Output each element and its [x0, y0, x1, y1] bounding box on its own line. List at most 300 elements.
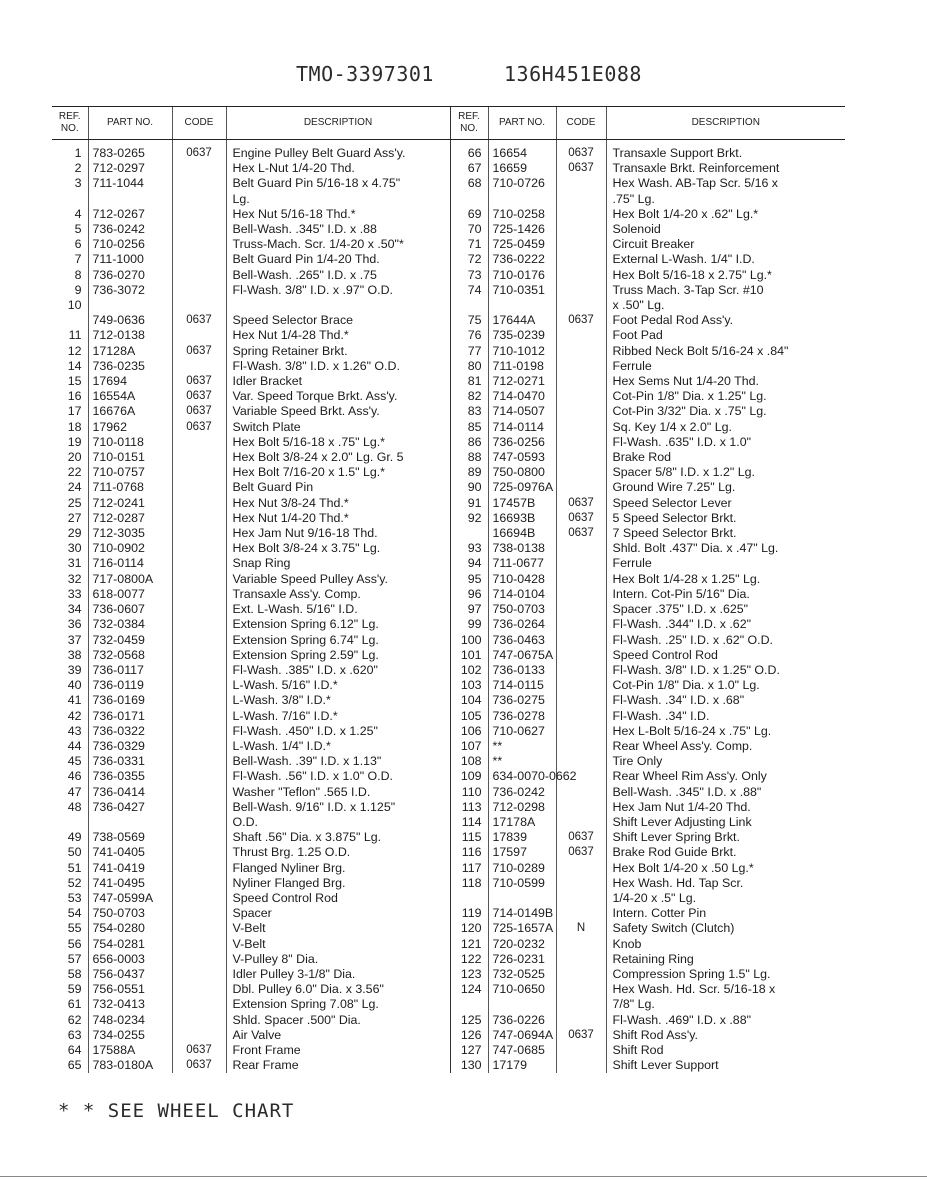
part-description-left: Belt Guard Pin 1/4-20 Thd. [226, 252, 450, 267]
part-description-right: Hex Wash. Hd. Scr. 5/16-18 x [606, 982, 845, 997]
part-number-left: 712-0287 [88, 511, 172, 526]
part-number-right: 747-0694A [488, 1028, 556, 1043]
part-description-right: Rear Wheel Ass'y. Comp. [606, 739, 845, 754]
table-row [52, 845, 845, 860]
part-number-left: 712-3035 [88, 526, 172, 541]
part-code-left [172, 1028, 226, 1043]
part-code-right [556, 283, 606, 298]
part-code-left [172, 450, 226, 465]
part-description-right: Shift Rod Ass'y. [606, 1028, 845, 1043]
table-row [52, 876, 845, 891]
part-description-left: Hex Bolt 3/8-24 x 2.0" Lg. Gr. 5 [226, 450, 450, 465]
ref-number-left: 27 [67, 510, 82, 525]
table-row [52, 921, 845, 936]
part-description-right: Fl-Wash. .25" I.D. x .62" O.D. [606, 633, 845, 648]
part-description-right: Fl-Wash. .635" I.D. x 1.0" [606, 435, 845, 450]
part-code-right [556, 268, 606, 283]
ref-number-left: 17 [67, 404, 82, 419]
part-code-right [556, 222, 606, 237]
ref-number-left: 63 [67, 1027, 82, 1042]
part-description-left [226, 298, 450, 313]
part-number-left: 710-0902 [88, 541, 172, 556]
table-row [52, 298, 845, 313]
ref-number-right: 70 [450, 222, 488, 237]
ref-number-right: 115 [450, 830, 488, 845]
part-number-left: 736-0322 [88, 724, 172, 739]
ref-number-left: 11 [68, 328, 82, 343]
table-row [52, 952, 845, 967]
part-description-right: Ferrule [606, 359, 845, 374]
part-number-right: 736-0278 [488, 709, 556, 724]
part-description-right: Hex Bolt 1/4-28 x 1.25" Lg. [606, 572, 845, 587]
part-description-left: Idler Bracket [226, 374, 450, 389]
ref-number-right: 105 [450, 709, 488, 724]
table-row [52, 861, 845, 876]
part-description-left: Speed Control Rod [226, 891, 450, 906]
ref-number-left: 46 [67, 769, 82, 784]
part-number-left [88, 298, 172, 313]
part-code-left: 0637 [172, 420, 226, 435]
part-description-left: Bell-Wash. .345" I.D. x .88 [226, 222, 450, 237]
ref-number-right: 69 [450, 207, 488, 222]
part-description-left: Lg. [226, 192, 450, 207]
part-description-left: Hex Jam Nut 9/16-18 Thd. [226, 526, 450, 541]
part-code-right [556, 785, 606, 800]
table-row [52, 1058, 845, 1073]
ref-number-left [52, 313, 88, 328]
table-row [52, 769, 845, 784]
table-row [52, 328, 845, 343]
table-row [52, 435, 845, 450]
part-code-left [172, 921, 226, 936]
part-description-right: Foot Pedal Rod Ass'y. [606, 313, 845, 328]
ref-no-header: REF. NO. [52, 107, 88, 140]
table-row [52, 739, 845, 754]
part-number-right: 732-0525 [488, 967, 556, 982]
part-code-right [556, 374, 606, 389]
table-row [52, 161, 845, 176]
table-row [52, 511, 845, 526]
ref-number-right: 99 [450, 617, 488, 632]
part-description-right: Foot Pad [606, 328, 845, 343]
part-code-right [556, 967, 606, 982]
ref-number-left: 25 [67, 495, 82, 510]
part-number-right: 735-0239 [488, 328, 556, 343]
table-row [52, 891, 845, 906]
ref-number-right: 77 [450, 344, 488, 359]
part-description-right: 7 Speed Selector Brkt. [606, 526, 845, 541]
part-number-right: 712-0298 [488, 800, 556, 815]
table-row [52, 359, 845, 374]
part-code-left [172, 906, 226, 921]
table-row [52, 556, 845, 571]
part-code-left [172, 937, 226, 952]
part-code-left: 0637 [172, 313, 226, 328]
part-description-left: Hex Nut 3/8-24 Thd.* [226, 496, 450, 511]
ref-number-right: 121 [450, 937, 488, 952]
part-description-left: Spring Retainer Brkt. [226, 344, 450, 359]
part-number-left: 710-0151 [88, 450, 172, 465]
ref-number-right: 72 [450, 252, 488, 267]
part-code-left [172, 830, 226, 845]
part-description-right: Intern. Cotter Pin [606, 906, 845, 921]
part-code-left [172, 283, 226, 298]
part-number-left: 710-0256 [88, 237, 172, 252]
ref-number-left: 42 [67, 708, 82, 723]
part-code-right [556, 1043, 606, 1058]
part-code-right [556, 633, 606, 648]
part-number-right: 726-0231 [488, 952, 556, 967]
part-code-left: 0637 [172, 404, 226, 419]
part-number-right: 710-0176 [488, 268, 556, 283]
part-code-left [172, 328, 226, 343]
ref-number-left: 20 [67, 450, 82, 465]
part-number-right: ** [488, 754, 556, 769]
part-description-left: O.D. [226, 815, 450, 830]
part-code-left: 0637 [172, 389, 226, 404]
part-number-left: 717-0800A [88, 572, 172, 587]
table-row [52, 648, 845, 663]
part-number-right: 714-0470 [488, 389, 556, 404]
ref-number-right: 97 [450, 602, 488, 617]
part-description-left: Fl-Wash. .385" I.D. x .620" [226, 663, 450, 678]
part-code-left [172, 511, 226, 526]
part-number-right: 16659 [488, 161, 556, 176]
table-row [52, 587, 845, 602]
ref-number-right: 95 [450, 572, 488, 587]
ref-number-left: 9 [74, 282, 82, 297]
part-description-left: L-Wash. 3/8" I.D.* [226, 693, 450, 708]
part-code-right [556, 192, 606, 207]
part-description-left: Hex Nut 1/4-28 Thd.* [226, 328, 450, 343]
part-description-right: Fl-Wash. .34" I.D. x .68" [606, 693, 845, 708]
part-code-right [556, 739, 606, 754]
part-code-left [172, 526, 226, 541]
part-number-right: 736-0463 [488, 633, 556, 648]
part-number-right: 17597 [488, 845, 556, 860]
part-code-left [172, 769, 226, 784]
table-row [52, 541, 845, 556]
ref-number-left: 59 [67, 982, 82, 997]
part-code-right: 0637 [556, 313, 606, 328]
part-code-left [172, 1013, 226, 1028]
code-header-right: CODE [556, 107, 606, 140]
ref-number-right: 127 [450, 1043, 488, 1058]
ref-number-left: 3 [74, 176, 82, 191]
part-number-right: 17178A [488, 815, 556, 830]
part-number-right: 714-0104 [488, 587, 556, 602]
ref-number-right: 94 [450, 556, 488, 571]
part-number-right: 710-0289 [488, 861, 556, 876]
part-number-right: 710-0650 [488, 982, 556, 997]
ref-number-left: 22 [67, 465, 82, 480]
table-row [52, 404, 845, 419]
table-row [52, 572, 845, 587]
part-code-right [556, 724, 606, 739]
ref-number-right: 130 [450, 1058, 488, 1073]
ref-number-right: 81 [450, 374, 488, 389]
part-description-left: Washer "Teflon" .565 I.D. [226, 785, 450, 800]
ref-number-left: 34 [67, 602, 82, 617]
part-number-right: 710-0351 [488, 283, 556, 298]
part-code-right [556, 541, 606, 556]
table-row [52, 344, 845, 359]
part-number-right: 710-0599 [488, 876, 556, 891]
table-row [52, 997, 845, 1012]
part-number-right: 714-0115 [488, 678, 556, 693]
part-number-right: 750-0703 [488, 602, 556, 617]
part-code-right [556, 1058, 606, 1073]
part-description-left: Engine Pulley Belt Guard Ass'y. [226, 140, 450, 162]
ref-number-left: 40 [67, 678, 82, 693]
table-row [52, 140, 845, 162]
part-code-right [556, 435, 606, 450]
ref-number-left: 47 [67, 784, 82, 799]
part-code-right [556, 252, 606, 267]
part-description-right: Spacer .375" I.D. x .625" [606, 602, 845, 617]
part-code-right [556, 237, 606, 252]
part-description-right: Retaining Ring [606, 952, 845, 967]
part-number-left: 712-0241 [88, 496, 172, 511]
table-row [52, 176, 845, 191]
part-number-left: 736-0331 [88, 754, 172, 769]
part-description-left: L-Wash. 1/4" I.D.* [226, 739, 450, 754]
code-header: CODE [172, 107, 226, 140]
table-row [52, 709, 845, 724]
part-code-left [172, 876, 226, 891]
part-number-right [488, 192, 556, 207]
part-code-left [172, 298, 226, 313]
part-code-right [556, 328, 606, 343]
part-number-right: 736-0242 [488, 785, 556, 800]
parts-list-table [52, 106, 845, 1073]
ref-number-left: 49 [67, 830, 82, 845]
part-number-left: 656-0003 [88, 952, 172, 967]
part-description-left: Fl-Wash. .56" I.D. x 1.0" O.D. [226, 769, 450, 784]
ref-number-left: 14 [67, 358, 82, 373]
part-description-right: Brake Rod [606, 450, 845, 465]
part-code-left: 0637 [172, 344, 226, 359]
part-number-left: 711-1000 [88, 252, 172, 267]
ref-number-right: 101 [450, 648, 488, 663]
part-number-left: 736-0427 [88, 800, 172, 815]
part-description-right: Bell-Wash. .345" I.D. x .88" [606, 785, 845, 800]
part-number-right: 16654 [488, 140, 556, 162]
part-number-left: 736-3072 [88, 283, 172, 298]
part-number-right: 725-0976A [488, 480, 556, 495]
part-code-right [556, 465, 606, 480]
part-code-right [556, 648, 606, 663]
ref-number-left: 19 [67, 434, 82, 449]
part-description-right: Cot-Pin 1/8" Dia. x 1.25" Lg. [606, 389, 845, 404]
part-code-left [172, 967, 226, 982]
part-number-left: 711-0768 [88, 480, 172, 495]
part-description-right: Hex Jam Nut 1/4-20 Thd. [606, 800, 845, 815]
part-number-right: 710-1012 [488, 344, 556, 359]
part-number-left: 16554A [88, 389, 172, 404]
part-number-right: 747-0593 [488, 450, 556, 465]
part-number-left: 741-0495 [88, 876, 172, 891]
ref-number-right: 80 [450, 359, 488, 374]
ref-number-left: 38 [67, 647, 82, 662]
part-description-left: Flanged Nyliner Brg. [226, 861, 450, 876]
ref-number-left: 54 [67, 906, 82, 921]
part-description-left: Dbl. Pulley 6.0" Dia. x 3.56" [226, 982, 450, 997]
table-row [52, 617, 845, 632]
ref-number-right: 108 [450, 754, 488, 769]
part-number-right: 720-0232 [488, 937, 556, 952]
part-description-right: 7/8" Lg. [606, 997, 845, 1012]
part-description-left: Belt Guard Pin [226, 480, 450, 495]
ref-number-left: 62 [67, 1012, 82, 1027]
ref-number-right: 100 [450, 633, 488, 648]
ref-number-right: 76 [450, 328, 488, 343]
part-number-left: 736-0242 [88, 222, 172, 237]
part-code-left [172, 861, 226, 876]
part-description-left: Ext. L-Wash. 5/16" I.D. [226, 602, 450, 617]
part-number-left [88, 192, 172, 207]
ref-number-right: 123 [450, 967, 488, 982]
ref-number-right: 68 [450, 176, 488, 191]
part-code-right [556, 678, 606, 693]
ref-number-left: 45 [67, 754, 82, 769]
ref-number-right: 86 [450, 435, 488, 450]
part-number-left: 17588A [88, 1043, 172, 1058]
part-number-left: 732-0568 [88, 648, 172, 663]
table-row [52, 602, 845, 617]
part-code-left [172, 496, 226, 511]
part-number-left: 750-0703 [88, 906, 172, 921]
part-code-left: 0637 [172, 140, 226, 162]
part-code-right [556, 891, 606, 906]
part-description-left: Idler Pulley 3-1/8" Dia. [226, 967, 450, 982]
ref-number-right: 73 [450, 268, 488, 283]
ref-number-right: 88 [450, 450, 488, 465]
part-number-left: 711-1044 [88, 176, 172, 191]
part-description-right: Transaxle Support Brkt. [606, 140, 845, 162]
ref-number-right: 96 [450, 587, 488, 602]
ref-number-left: 29 [67, 526, 82, 541]
part-number-right: 714-0149B [488, 906, 556, 921]
part-description-left: Transaxle Ass'y. Comp. [226, 587, 450, 602]
part-code-left [172, 754, 226, 769]
part-description-left: Front Frame [226, 1043, 450, 1058]
part-code-right: 0637 [556, 161, 606, 176]
table-row [52, 389, 845, 404]
part-description-right: Knob [606, 937, 845, 952]
part-code-right [556, 952, 606, 967]
part-code-left [172, 587, 226, 602]
part-description-right: Hex Bolt 5/16-18 x 2.75" Lg.* [606, 268, 845, 283]
part-description-left: Hex Bolt 7/16-20 x 1.5" Lg.* [226, 465, 450, 480]
ref-number-right: 75 [450, 313, 488, 328]
part-code-right: 0637 [556, 496, 606, 511]
part-description-right: Fl-Wash. .344" I.D. x .62" [606, 617, 845, 632]
part-number-left: 749-0636 [88, 313, 172, 328]
table-row [52, 800, 845, 815]
part-description-right: Shift Lever Spring Brkt. [606, 830, 845, 845]
part-description-left: V-Belt [226, 937, 450, 952]
ref-number-left: 39 [67, 662, 82, 677]
part-number-left: 736-0235 [88, 359, 172, 374]
wheel-chart-note: * * SEE WHEEL CHART [58, 1100, 295, 1122]
ref-number-left: 18 [67, 419, 82, 434]
ref-number-right: 104 [450, 693, 488, 708]
ref-number-left: 6 [74, 237, 82, 252]
ref-number-right [450, 891, 488, 906]
part-description-right: Cot-Pin 1/8" Dia. x 1.0" Lg. [606, 678, 845, 693]
table-row [52, 785, 845, 800]
part-code-left [172, 435, 226, 450]
part-description-right: Transaxle Brkt. Reinforcement [606, 161, 845, 176]
part-number-left: 17962 [88, 420, 172, 435]
part-number-left: 736-0171 [88, 709, 172, 724]
table-row [52, 982, 845, 997]
part-description-right: Tire Only [606, 754, 845, 769]
part-number-right: 736-0264 [488, 617, 556, 632]
table-row [52, 663, 845, 678]
ref-number-left: 24 [67, 480, 82, 495]
part-number-right: 710-0258 [488, 207, 556, 222]
part-number-left: 736-0270 [88, 268, 172, 283]
part-number-right: 725-1657A [488, 921, 556, 936]
part-code-left: 0637 [172, 1058, 226, 1073]
ref-number-right [450, 997, 488, 1012]
part-number-right: 710-0428 [488, 572, 556, 587]
ref-number-left: 51 [67, 860, 82, 875]
part-description-left: Fl-Wash. 3/8" I.D. x 1.26" O.D. [226, 359, 450, 374]
table-row [52, 693, 845, 708]
part-number-right: 725-0459 [488, 237, 556, 252]
part-code-right [556, 344, 606, 359]
part-number-right: 16694B [488, 526, 556, 541]
table-row [52, 192, 845, 207]
part-code-left [172, 693, 226, 708]
part-description-left: Snap Ring [226, 556, 450, 571]
part-description-left: Shld. Spacer .500" Dia. [226, 1013, 450, 1028]
part-number-right: 710-0726 [488, 176, 556, 191]
part-number-right: 17839 [488, 830, 556, 845]
model-number: TMO-3397301 [296, 62, 434, 86]
part-description-left: Switch Plate [226, 420, 450, 435]
part-code-left [172, 268, 226, 283]
description-header: DESCRIPTION [226, 107, 450, 140]
part-description-right: Shift Rod [606, 1043, 845, 1058]
part-code-left [172, 815, 226, 830]
ref-number-right: 125 [450, 1013, 488, 1028]
table-row [52, 268, 845, 283]
table-row [52, 754, 845, 769]
part-number-left [88, 815, 172, 830]
part-code-right: 0637 [556, 140, 606, 162]
part-number-left: 736-0355 [88, 769, 172, 784]
table-row [52, 633, 845, 648]
ref-number-right: 92 [450, 511, 488, 526]
part-description-left: Rear Frame [226, 1058, 450, 1073]
part-code-right [556, 480, 606, 495]
part-code-left [172, 891, 226, 906]
part-number-left: 732-0384 [88, 617, 172, 632]
table-row [52, 374, 845, 389]
table-row [52, 937, 845, 952]
part-code-right [556, 906, 606, 921]
part-description-left: Belt Guard Pin 5/16-18 x 4.75" [226, 176, 450, 191]
ref-number-left: 52 [67, 875, 82, 890]
part-number-left: 716-0114 [88, 556, 172, 571]
part-number-left: 734-0255 [88, 1028, 172, 1043]
part-code-left [172, 572, 226, 587]
part-code-right [556, 389, 606, 404]
